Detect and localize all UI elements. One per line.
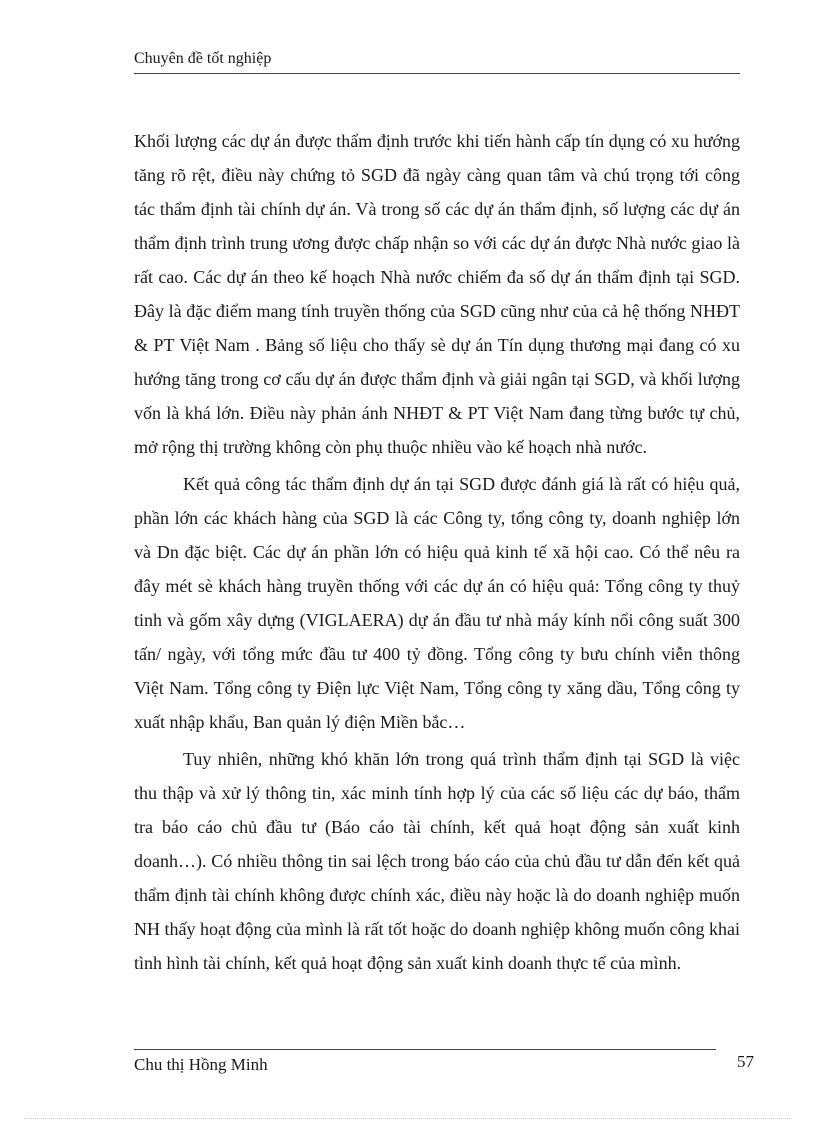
- header-title: Chuyên đề tốt nghiệp: [134, 50, 272, 67]
- paragraph-1: Khối lượng các dự án được thẩm định trước khi tiến hành cấp tín dụng có xu hướng tăng rõ rệt, điều này chứng tỏ SGD đã ngày càng quan tâm và chú trọng tới công tác thẩm định tài chính dự án. Và trong số các dự án thẩm định, số lượng các dự án thẩm định trình trung ương được chấp nhận so với các dự án được Nhà nước giao là rất cao. Các dự án theo kế hoạch Nhà nước chiếm đa số dự án thẩm định tại SGD. Đây là đặc điểm mang tính truyền thống của SGD cũng như của cả hệ thống NHĐT & PT Việt Nam . Bảng số liệu cho thấy sè dự án Tín dụng thương mại đang có xu hướng tăng trong cơ cấu dự án được thẩm định và giải ngân tại SGD, và khối lượng vốn là khá lớn. Điều này phản ánh NHĐT & PT Việt Nam đang từng bước tự chủ, mở rộng thị trường không còn phụ thuộc nhiều vào kế hoạch nhà nước.: [134, 131, 740, 457]
- footer-divider: [134, 1049, 716, 1050]
- paragraph-2: Kết quả công tác thẩm định dự án tại SGD được đánh giá là rất có hiệu quả, phần lớn các khách hàng của SGD là các Công ty, tổng công ty, doanh nghiệp lớn và Dn đặc biệt. Các dự án phần lớn có hiệu quả kinh tế xã hội cao. Có thể nêu ra đây mét sè khách hàng truyền thống với các dự án có hiệu quả: Tổng công ty thuỷ tinh và gốm xây dựng (VIGLAERA) dự án đầu tư nhà máy kính nổi công suất 300 tấn/ ngày, với tổng mức đầu tư 400 tỷ đồng. Tổng công ty bưu chính viễn thông Việt Nam. Tổng công ty Điện lực Việt Nam, Tổng công ty xăng dầu, Tổng công ty xuất nhập khẩu, Ban quản lý điện Miền bắc…: [134, 474, 740, 732]
- document-body: [134, 124, 740, 983]
- page-header: [134, 48, 740, 74]
- paragraph-3: Tuy nhiên, những khó khăn lớn trong quá trình thẩm định tại SGD là việc thu thập và xử lý thông tin, xác minh tính hợp lý của các số liệu các dự báo, thẩm tra báo cáo chủ đầu tư (Báo cáo tài chính, kết quả hoạt động sản xuất kinh doanh…). Có nhiều thông tin sai lệch trong báo cáo của chủ đầu tư dẫn đến kết quả thẩm định tài chính không được chính xác, điều này hoặc là do doanh nghiệp muốn NH thấy hoạt động của mình là rất tốt hoặc do doanh nghiệp không muốn công khai tình hình tài chính, kết quả hoạt động sản xuất kinh doanh thực tế của mình.: [134, 749, 740, 973]
- footer-author: Chu thị Hồng Minh: [134, 1055, 268, 1074]
- page-bottom-dotted-border: [24, 1118, 792, 1119]
- page-number: 57: [737, 1052, 754, 1071]
